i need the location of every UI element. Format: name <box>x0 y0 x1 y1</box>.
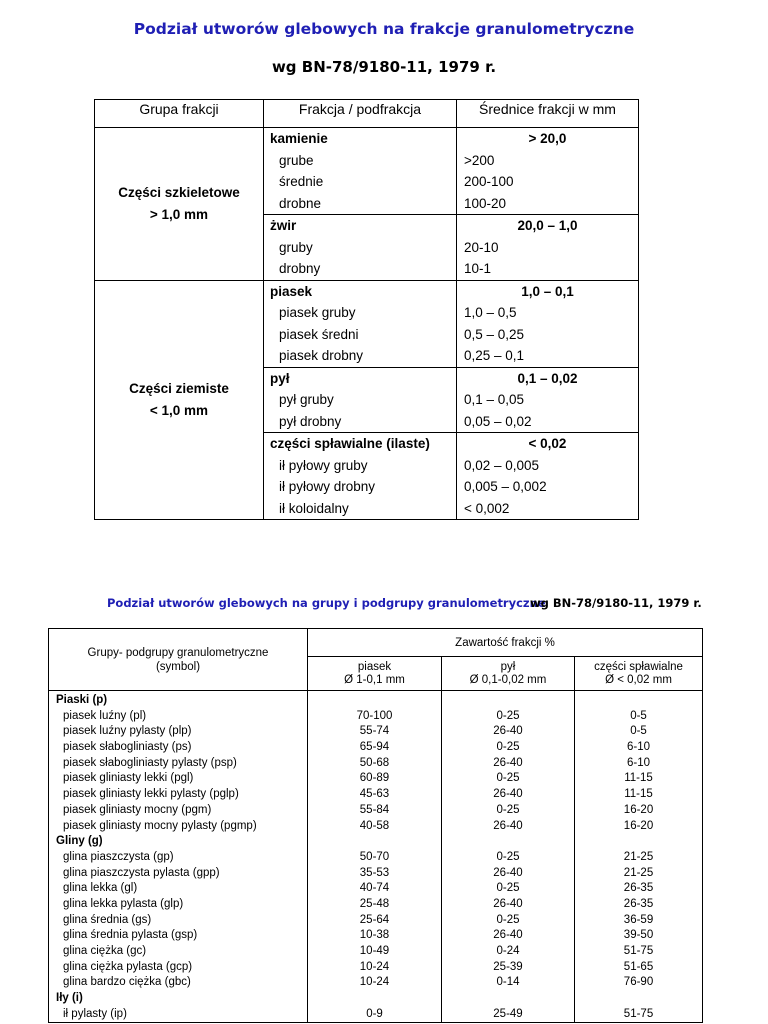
header-group-line1: Grupy- podgrupy granulometryczne <box>87 646 269 659</box>
clay-value: 11-15 <box>624 788 653 801</box>
sand-value: 40-74 <box>359 882 390 895</box>
sand-value: 10-24 <box>359 976 390 989</box>
sand-value: 50-70 <box>359 850 390 863</box>
subfraction-diameter: >200 <box>464 152 495 168</box>
fraction-name: piasek <box>270 283 313 299</box>
header-clay-line1: części spławialne <box>594 660 683 673</box>
subgroup-name: piasek gliniasty mocny pylasty (pgmp) <box>63 819 257 832</box>
fraction-diameters-cell <box>457 280 639 367</box>
clay-value: 76-90 <box>623 976 654 989</box>
group-heading: Gliny (g) <box>56 835 103 848</box>
fraction-names-cell <box>264 433 457 520</box>
subgroup-name: glina ciężka pylasta (gcp) <box>63 960 193 973</box>
silt-value: 0-25 <box>496 741 520 754</box>
subfraction-name: ił koloidalny <box>279 500 349 516</box>
subfraction-name: drobny <box>279 261 321 276</box>
header-sand-line2: Ø 1-0,1 mm <box>344 673 405 686</box>
subfraction-diameter: 0,1 – 0,05 <box>464 392 525 407</box>
clay-value: 6-10 <box>627 741 651 754</box>
clay-value: 21-25 <box>623 850 654 863</box>
sand-value: 10-38 <box>359 929 390 942</box>
header-silt-line1: pył <box>500 660 516 673</box>
fraction-range: < 0,02 <box>528 436 567 451</box>
clay-value: 26-35 <box>623 897 654 910</box>
clay-value: 36-59 <box>623 913 654 926</box>
subgroup-name: piasek gliniasty lekki pylasty (pglp) <box>63 788 239 801</box>
subfraction-diameter: 0,5 – 0,25 <box>464 326 525 342</box>
fraction-group-limit: < 1,0 mm <box>149 402 209 418</box>
subgroup-name: ił pylasty (ip) <box>63 1007 127 1020</box>
fraction-name: pył <box>270 370 290 386</box>
group-heading: Iły (i) <box>56 992 83 1005</box>
silt-value: 26-40 <box>493 866 523 879</box>
page-title: Podział utworów glebowych na frakcje granulometryczne <box>133 20 635 38</box>
fraction-diameters-cell <box>457 215 639 281</box>
header-diameter: Średnice frakcji w mm <box>457 100 639 128</box>
fraction-group-limit: > 1,0 mm <box>149 206 209 222</box>
sand-values-column <box>308 691 442 1023</box>
fraction-diameters-cell <box>457 128 639 215</box>
silt-value: 0-25 <box>496 913 520 926</box>
subfraction-diameter: 0,25 – 0,1 <box>464 348 525 363</box>
subgroup-name: glina piaszczysta (gp) <box>63 850 174 863</box>
subgroup-name: piasek luźny pylasty (plp) <box>63 725 192 738</box>
subfraction-name: pył drobny <box>279 413 342 429</box>
clay-value <box>575 991 702 1007</box>
subfraction-name: pył gruby <box>279 392 334 407</box>
header-sand-line1: piasek <box>357 660 392 673</box>
clay-value: 51-75 <box>623 1007 654 1020</box>
subfraction-name: ił pyłowy drobny <box>279 479 376 494</box>
silt-value: 25-39 <box>493 960 523 973</box>
fraction-names-cell <box>264 280 457 367</box>
header-sand <box>308 657 442 691</box>
fraction-names-cell <box>264 367 457 433</box>
group-names-column <box>49 691 308 1023</box>
sand-value: 0-9 <box>366 1007 383 1020</box>
sand-value: 55-84 <box>359 803 390 816</box>
silt-value <box>442 991 574 1007</box>
sand-value <box>308 834 441 850</box>
silt-value: 26-40 <box>493 788 523 801</box>
header-silt <box>442 657 575 691</box>
subfraction-diameter: < 0,002 <box>464 500 510 516</box>
subfraction-diameter: 0,005 – 0,002 <box>464 479 547 494</box>
fraction-name: żwir <box>270 218 297 233</box>
subfraction-diameter: 0,02 – 0,005 <box>464 457 540 473</box>
clay-values-column <box>575 691 703 1023</box>
fraction-block-row <box>95 280 639 367</box>
sand-value: 65-94 <box>359 741 390 754</box>
clay-value: 39-50 <box>623 929 654 942</box>
subfraction-diameter: 1,0 – 0,5 <box>464 305 517 320</box>
subfraction-diameter: 100-20 <box>464 195 507 211</box>
silt-value: 0-25 <box>496 709 520 722</box>
fractions-table <box>94 99 639 520</box>
subfraction-diameter: 10-1 <box>464 261 492 276</box>
group-heading: Piaski (p) <box>56 694 108 706</box>
subfraction-name: piasek gruby <box>279 305 356 320</box>
subfraction-name: grube <box>279 152 314 168</box>
sand-value: 25-64 <box>359 913 390 926</box>
silt-value: 0-25 <box>496 850 520 863</box>
silt-value <box>442 834 574 850</box>
sand-value: 70-100 <box>356 709 393 722</box>
subgroup-name: piasek słabogliniasty pylasty (psp) <box>63 756 237 769</box>
subgroup-name: glina ciężka (gc) <box>63 945 147 957</box>
fraction-name: kamienie <box>270 131 328 146</box>
fraction-names-cell <box>264 128 457 215</box>
silt-value: 0-24 <box>496 945 520 957</box>
subfraction-diameter: 0,05 – 0,02 <box>464 413 532 429</box>
subgroup-name: piasek gliniasty lekki (pgl) <box>63 772 194 785</box>
clay-value: 0-5 <box>630 709 647 722</box>
sand-value: 55-74 <box>359 725 390 738</box>
clay-value: 26-35 <box>623 882 654 895</box>
silt-value: 0-14 <box>496 976 520 989</box>
fraction-range: 1,0 – 0,1 <box>521 283 574 299</box>
clay-value: 16-20 <box>623 803 654 816</box>
fraction-range: > 20,0 <box>528 131 567 146</box>
silt-value: 0-25 <box>496 772 520 785</box>
silt-values-column <box>442 691 575 1023</box>
fractions-table-header <box>95 100 639 128</box>
sand-value: 35-53 <box>359 866 390 879</box>
sand-value: 25-48 <box>359 897 390 910</box>
subgroup-name: glina średnia pylasta (gsp) <box>63 929 198 942</box>
fraction-group-skeletal <box>95 128 264 281</box>
silt-value <box>442 693 574 709</box>
silt-value: 26-40 <box>493 897 523 910</box>
silt-value: 0-25 <box>496 803 520 816</box>
header-clay-line2: Ø < 0,02 mm <box>605 673 672 686</box>
fraction-block-row <box>95 128 639 215</box>
subfraction-name: drobne <box>279 195 322 211</box>
subfraction-name: gruby <box>279 239 313 255</box>
subgroup-name: glina bardzo ciężka (gbc) <box>63 976 191 989</box>
sand-value: 60-89 <box>359 772 390 785</box>
subgroup-name: glina lekka (gl) <box>63 882 138 895</box>
clay-value: 51-75 <box>623 945 654 957</box>
clay-value: 6-10 <box>627 756 651 769</box>
second-title-main: Podział utworów glebowych na grupy i podgrupy granulometryczne <box>107 596 546 610</box>
header-group-symbol <box>49 629 308 691</box>
clay-value: 16-20 <box>623 819 654 832</box>
header-clay <box>575 657 703 691</box>
header-fraction-group: Grupa frakcji <box>95 100 264 128</box>
silt-value: 26-40 <box>493 819 523 832</box>
sand-value <box>308 991 441 1007</box>
sand-value: 10-24 <box>359 960 390 973</box>
sand-value: 40-58 <box>359 819 390 832</box>
fraction-range: 0,1 – 0,02 <box>517 370 578 386</box>
sand-value: 45-63 <box>359 788 390 801</box>
subfraction-diameter: 200-100 <box>464 174 514 189</box>
subfraction-diameter: 20-10 <box>464 239 499 255</box>
silt-value: 26-40 <box>493 725 523 738</box>
subfraction-name: piasek średni <box>279 326 359 342</box>
fraction-names-cell <box>264 215 457 281</box>
fraction-name: części spławialne (ilaste) <box>270 436 430 451</box>
header-fraction-content: Zawartość frakcji % <box>308 629 703 657</box>
header-fraction: Frakcja / podfrakcja <box>264 100 457 128</box>
sand-value: 10-49 <box>359 945 390 957</box>
page-subtitle: wg BN-78/9180-11, 1979 r. <box>271 58 497 76</box>
sand-value: 50-68 <box>359 756 390 769</box>
sand-value <box>308 693 441 709</box>
fraction-diameters-cell <box>457 433 639 520</box>
second-title-norm: wg BN-78/9180-11, 1979 r. <box>530 596 702 610</box>
silt-value: 0-25 <box>496 882 520 895</box>
subgroup-name: glina średnia (gs) <box>63 913 152 926</box>
subgroup-name: glina lekka pylasta (glp) <box>63 897 184 910</box>
subfraction-name: średnie <box>279 174 324 189</box>
fraction-range: 20,0 – 1,0 <box>517 218 578 233</box>
clay-value: 0-5 <box>630 725 647 738</box>
subgroup-name: piasek słabogliniasty (ps) <box>63 741 192 754</box>
clay-value: 51-65 <box>623 960 654 973</box>
subgroup-name: piasek luźny (pl) <box>63 709 147 722</box>
fraction-diameters-cell <box>457 367 639 433</box>
silt-value: 26-40 <box>493 756 523 769</box>
fraction-group-earthy <box>95 280 264 520</box>
clay-value: 21-25 <box>623 866 654 879</box>
header-silt-line2: Ø 0,1-0,02 mm <box>469 673 547 686</box>
fraction-group-name: Części szkieletowe <box>118 184 240 200</box>
subgroup-name: piasek gliniasty mocny (pgm) <box>63 803 212 816</box>
silt-value: 26-40 <box>493 929 523 942</box>
header-group-line2: (symbol) <box>155 660 201 673</box>
subfraction-name: ił pyłowy gruby <box>279 457 368 473</box>
subgroup-name: glina piaszczysta pylasta (gpp) <box>63 866 220 879</box>
clay-value <box>575 834 702 850</box>
granulometric-groups-table <box>48 628 703 1023</box>
subfraction-name: piasek drobny <box>279 348 364 363</box>
clay-value <box>575 693 702 709</box>
fraction-group-name: Części ziemiste <box>129 380 229 396</box>
silt-value: 25-49 <box>493 1007 523 1020</box>
clay-value: 11-15 <box>624 772 653 785</box>
